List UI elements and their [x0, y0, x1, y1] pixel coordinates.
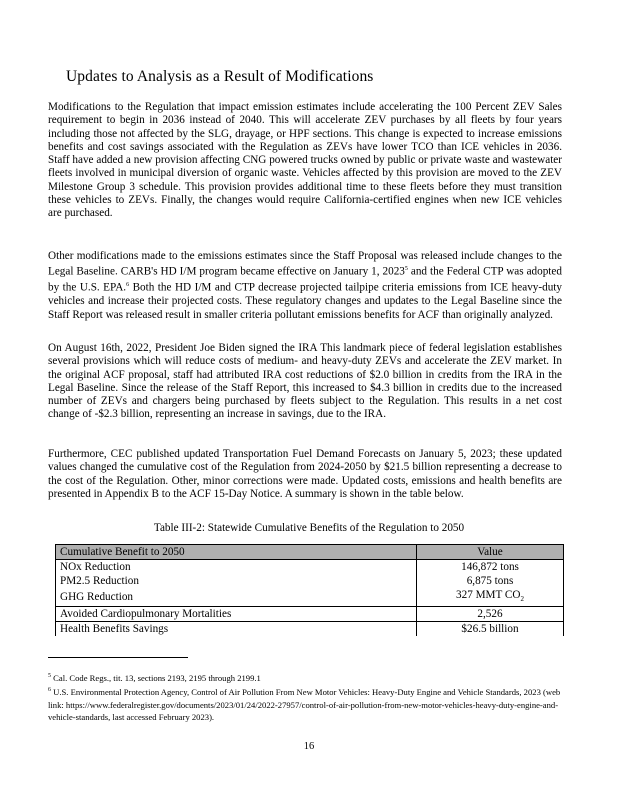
- row-value: [417, 588, 564, 607]
- footnote-text: Cal. Code Regs., tit. 13, sections 2193, 2195 through 2199.1: [53, 672, 261, 683]
- footnote-text: U.S. Environmental Protection Agency, Control of Air Pollution From New Motor Vehicles: Heavy-Duty Engine and Vehicle Standards, 2023 (web link: https://www.federalregister.gov/documents/2023/01/24/2022-27957/control-of-air-pollution-from-new-motor-vehicles-heavy-duty-engine-and-vehicle-standards, last accessed February 2023).: [48, 686, 561, 723]
- paragraph-modifications: Modifications to the Regulation that impact emission estimates include accelerating the 100 Percent ZEV Sales requirement to begin in 2036 instead of 2040. This will accelerate ZEV purchases by all fleets by four years including those not affected by the SLG, drayage, or HPF sections. This change is expected to increase emissions benefits and cost savings associated with the Regulation as ZEVs have lower TCO than ICE vehicles in 2036. Staff have added a new provision affecting CNG powered trucks owned by public or private waste and wastewater fleets involved in municipal diversion of organic waste. Vehicles affected by this provision are moved to the ZEV Milestone Group 3 schedule. This provision provides additional time to these fleets before they must transition these vehicles to ZEVs. Finally, the changes would require California-certified engines when new ICE vehicles are purchased.: [48, 101, 562, 220]
- row-label: NOx Reduction: [56, 560, 417, 575]
- column-header-value: Value: [417, 545, 564, 560]
- footnote-ref-5[interactable]: 5: [404, 266, 408, 273]
- column-header-benefit: Cumulative Benefit to 2050: [56, 545, 417, 560]
- table-row: [56, 574, 564, 588]
- table-row: [56, 560, 564, 575]
- row-value-text: 327 MMT CO: [456, 589, 521, 601]
- paragraph-text: Both the HD I/M and CTP decrease projected tailpipe criteria emissions from ICE heavy-duty vehicles and increase their projected costs. These regulatory changes and updates to the Legal Baseline since the Staff Report was released result in smaller criteria pollutant emissions benefits for ACF than originally analyzed.: [48, 282, 562, 321]
- row-label: Health Benefits Savings: [56, 622, 417, 637]
- section-title: Updates to Analysis as a Result of Modifications: [66, 68, 374, 85]
- row-value: $26.5 billion: [417, 622, 564, 637]
- table-caption: Table III-2: Statewide Cumulative Benefits of the Regulation to 2050: [153, 522, 465, 534]
- row-value: 6,875 tons: [417, 574, 564, 588]
- row-value: 2,526: [417, 607, 564, 622]
- row-label: PM2.5 Reduction: [56, 574, 417, 588]
- table-row: [56, 622, 564, 637]
- footnote-6: [48, 684, 562, 724]
- row-label: GHG Reduction: [56, 588, 417, 607]
- paragraph-text: Other modifications made to the emissions estimates since the Staff Proposal was released include changes to the Legal Baseline. CARB's HD I/M program became effective on January 1, 2023: [48, 250, 562, 279]
- footnote-ref-6[interactable]: 6: [126, 282, 130, 289]
- table-row: [56, 588, 564, 607]
- footnote-mark: 6: [48, 687, 51, 693]
- paragraph-legal-baseline: [48, 250, 562, 322]
- paragraph-ira: On August 16th, 2022, President Joe Biden signed the IRA This landmark piece of federal legislation establishes several provisions which will reduce costs of medium- and heavy-duty ZEVs and accelerate the ZEV market. In the original ACF proposal, staff had attributed IRA cost reductions of $2.0 billion in credits from the IRA in the Legal Baseline. Since the release of the Staff Report, this increased to $4.3 billion in credits due to the increased number of ZEVs and chargers being purchased by fleets subject to the Regulation. This results in a net cost change of -$2.3 billion, representing an increase in savings, due to the IRA.: [48, 342, 562, 421]
- paragraph-text: and the Federal CTP was adopted by the U.S. EPA.: [48, 266, 562, 295]
- table-header-row: [56, 545, 564, 560]
- table-row: [56, 607, 564, 622]
- benefits-table: [55, 544, 564, 636]
- footnote-mark: 5: [48, 673, 51, 679]
- row-value: 146,872 tons: [417, 560, 564, 575]
- page-number: 16: [303, 741, 315, 752]
- paragraph-cec-forecasts: Furthermore, CEC published updated Transportation Fuel Demand Forecasts on January 5, 2023; these updated values changed the cumulative cost of the Regulation from 2024-2050 by $21.5 billion representing a decrease to the cost of the Regulation. Other, minor corrections were made. Updated costs, emissions and health benefits are presented in Appendix B to the ACF 15-Day Notice. A summary is shown in the table below.: [48, 448, 562, 500]
- row-label: Avoided Cardiopulmonary Mortalities: [56, 607, 417, 622]
- footnote-divider: [48, 657, 188, 658]
- footnote-5: [48, 670, 562, 685]
- row-value-subscript: 2: [520, 595, 524, 604]
